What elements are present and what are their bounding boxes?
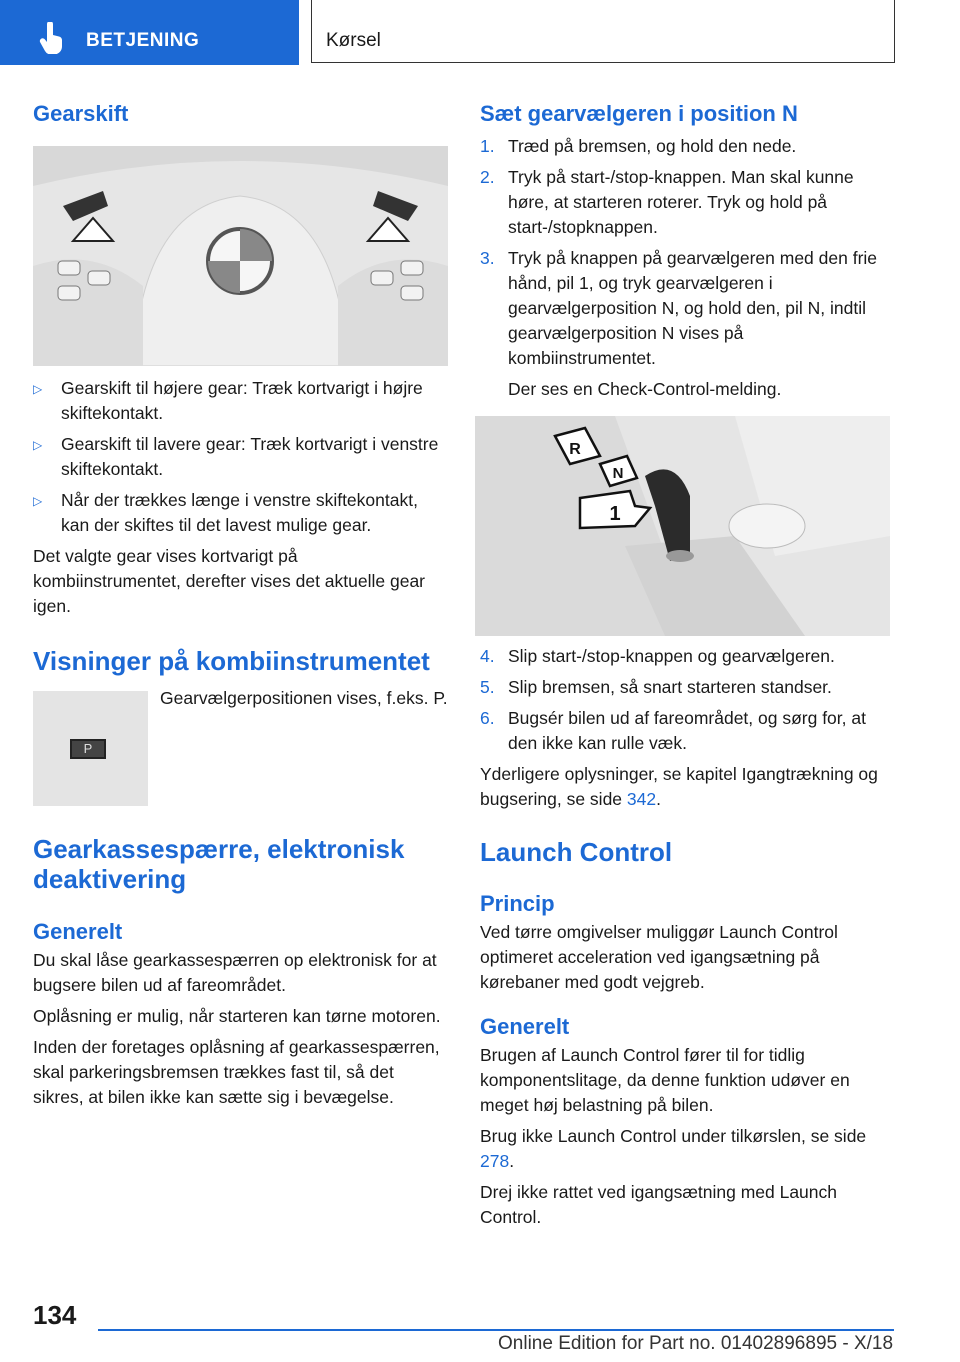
- step-text: Slip start-/stop-knappen og gearvælgeren.: [508, 646, 835, 666]
- paragraph: Oplåsning er mulig, når starteren kan tørne motoren.: [33, 1006, 441, 1026]
- list-item: [33, 376, 449, 426]
- display-block: [33, 688, 449, 806]
- step-number: 2.: [480, 167, 495, 187]
- page-link[interactable]: 342: [626, 789, 657, 809]
- step-number: 4.: [480, 646, 495, 666]
- page-link[interactable]: 278: [480, 1151, 510, 1171]
- hand-pointer-icon: [38, 22, 68, 54]
- section-tab[interactable]: [0, 0, 299, 65]
- paragraph-text: .: [509, 1151, 515, 1171]
- paragraph-text: .: [656, 789, 661, 809]
- step-text: Bugsér bilen ud af fareområdet, og sørg for, at den ikke kan rulle væk.: [508, 708, 866, 753]
- left-column: [33, 100, 449, 1110]
- heading-gearkassespaerre: Gearkassespærre, elektronisk deaktivering: [33, 834, 405, 894]
- heading-visninger: Visninger på kombiinstrumentet: [33, 646, 430, 676]
- list-item-text: Gearskift til højere gear: Træk kortvarigt i højre skiftekontakt.: [61, 378, 423, 423]
- list-item-text: Når der trækkes længe i venstre skiftekontakt, kan der skiftes til det lavest mulige gear.: [61, 490, 418, 535]
- list-item: [33, 488, 449, 538]
- step-text: Tryk på start-/stop-knappen. Man skal kunne høre, at starteren roterer. Tryk og hold på start-/stopknappen.: [508, 167, 854, 237]
- heading-princip: Princip: [480, 891, 555, 916]
- gear-p-label: P: [83, 741, 93, 756]
- display-image: [33, 691, 148, 806]
- heading-launch-control: Launch Control: [480, 837, 673, 867]
- paragraph: Inden der foretages oplåsning af gearkassespærren, skal parkeringsbremsen trækkes fast til, så det sikres, at bilen ikke kan sætte sig i bevægelse.: [33, 1037, 440, 1107]
- arrow-label-r: R: [569, 441, 581, 458]
- paragraph: [480, 762, 896, 812]
- triangle-bullet-icon: ▷: [33, 494, 43, 508]
- arrow-label-n: N: [612, 465, 624, 482]
- paragraph: Brugen af Launch Control fører til for tidlig komponentslitage, da denne funktion udøver en meget høj belastning på bilen.: [480, 1045, 850, 1115]
- step-text: Træd på bremsen, og hold den nede.: [508, 136, 797, 156]
- page-number: 134: [33, 1300, 77, 1330]
- step-number: 3.: [480, 248, 495, 268]
- heading-gearskift: Gearskift: [33, 101, 129, 126]
- paragraph: Du skal låse gearkassespærren op elektronisk for at bugsere bilen ud af fareområdet.: [33, 950, 437, 995]
- section-label: BETJENING: [86, 30, 200, 51]
- step-number: 5.: [480, 677, 495, 697]
- footer-divider: [98, 1329, 894, 1331]
- list-item: [480, 134, 896, 159]
- list-item: [480, 644, 896, 669]
- steps-list-2: [480, 644, 896, 756]
- step-number: 6.: [480, 708, 495, 728]
- paragraph: Ved tørre omgivelser muliggør Launch Control optimeret acceleration ved igangsætning på kørebaner med godt vejgreb.: [480, 922, 838, 992]
- triangle-bullet-icon: ▷: [33, 382, 43, 396]
- step-text: Slip bremsen, så snart starteren standser.: [508, 677, 832, 697]
- step-number: 1.: [480, 136, 495, 156]
- chapter-header: [311, 0, 895, 63]
- list-item-text: Gearskift til lavere gear: Træk kortvarigt i venstre skiftekontakt.: [61, 434, 439, 479]
- list-item: [480, 246, 896, 371]
- step-text: Tryk på knappen på gearvælgeren med den frie hånd, pil 1, og tryk gearvælgeren i gearvælgerposition N, og hold den, pil N, indtil gearvælgerposition N vises på kombiinstrumentet.: [508, 248, 878, 368]
- step-note: Der ses en Check-Control-melding.: [508, 379, 782, 399]
- gear-selector-image: [475, 416, 890, 636]
- steps-list-1: [480, 134, 896, 402]
- triangle-bullet-icon: ▷: [33, 438, 43, 452]
- bullet-list: [33, 376, 449, 538]
- chapter-label: Kørsel: [326, 30, 381, 51]
- list-item: [480, 675, 896, 700]
- paragraph: Drej ikke rattet ved igangsætning med Launch Control.: [480, 1182, 838, 1227]
- paragraph: [480, 1124, 896, 1174]
- heading-generelt: Generelt: [33, 919, 123, 944]
- footer-edition: Online Edition for Part no. 01402896895 - X/18: [498, 1333, 894, 1354]
- gear-p-indicator: [70, 739, 106, 759]
- paragraph-text: Brug ikke Launch Control under tilkørslen, se side: [480, 1126, 867, 1146]
- display-caption: Gearvælgerpositionen vises, f.eks. P.: [160, 688, 448, 708]
- heading-generelt: Generelt: [480, 1014, 570, 1039]
- steering-wheel-image: [33, 146, 448, 366]
- list-item: [480, 165, 896, 240]
- paragraph: Det valgte gear vises kortvarigt på kombiinstrumentet, derefter vises det aktuelle gear igen.: [33, 546, 425, 616]
- right-column: [480, 100, 896, 1230]
- list-item: [33, 432, 449, 482]
- heading-position-n: Sæt gearvælgeren i position N: [480, 101, 798, 126]
- arrow-label-1: 1: [609, 503, 621, 525]
- paragraph-text: Yderligere oplysninger, se kapitel Igangtrækning og bugsering, se side: [480, 764, 878, 809]
- list-item: [480, 706, 896, 756]
